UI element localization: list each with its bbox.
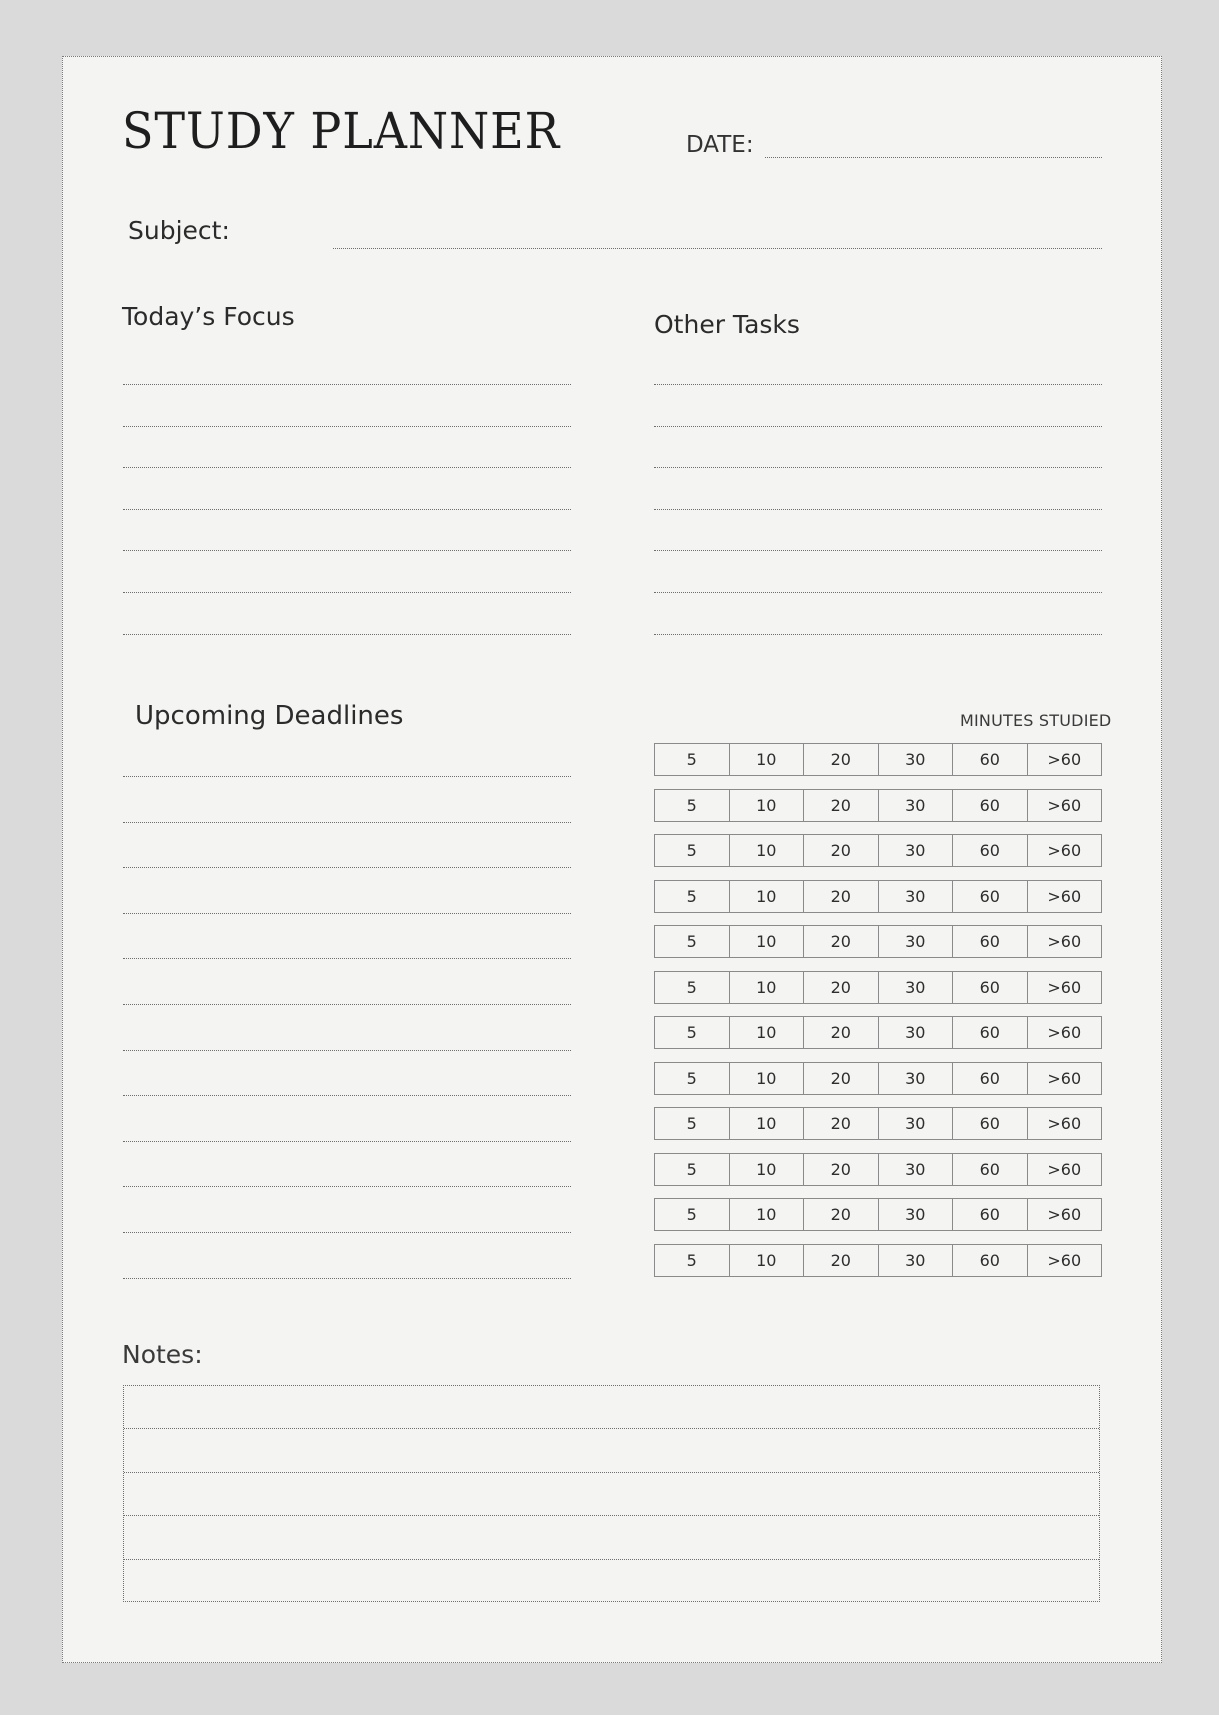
minutes-row <box>654 1244 1102 1277</box>
minutes-option-cell[interactable]: 5 <box>655 1199 730 1230</box>
minutes-row <box>654 880 1102 913</box>
minutes-row <box>654 789 1102 822</box>
deadline-line[interactable] <box>123 1232 571 1233</box>
notes-row[interactable] <box>124 1560 1099 1603</box>
subject-label: Subject: <box>128 216 230 245</box>
minutes-option-cell[interactable]: 20 <box>804 1199 879 1230</box>
deadline-line[interactable] <box>123 958 571 959</box>
todays-focus-line[interactable] <box>123 426 571 427</box>
minutes-option-cell[interactable]: >60 <box>1047 1159 1082 1179</box>
minutes-row <box>654 1107 1102 1140</box>
minutes-option-cell[interactable]: 10 <box>730 1017 805 1048</box>
minutes-option-cell[interactable]: 20 <box>804 1017 879 1048</box>
minutes-option-cell[interactable]: 10 <box>730 1108 805 1139</box>
minutes-option-cell[interactable]: 20 <box>804 1063 879 1094</box>
minutes-option-cell[interactable]: >60 <box>1047 1205 1082 1224</box>
todays-focus-line[interactable] <box>123 634 571 635</box>
minutes-row <box>654 971 1102 1004</box>
minutes-option-cell[interactable]: 30 <box>879 1199 954 1230</box>
date-label: DATE: <box>686 132 754 158</box>
minutes-option-cell[interactable]: 5 <box>655 835 730 866</box>
minutes-row <box>654 1198 1102 1231</box>
minutes-option-cell[interactable]: 5 <box>655 1154 730 1185</box>
minutes-option-cell[interactable]: >60 <box>1047 932 1082 951</box>
page-title: STUDY PLANNER <box>122 102 561 160</box>
minutes-option-cell[interactable]: 60 <box>953 972 1028 1003</box>
minutes-option-cell[interactable]: >60 <box>1047 1068 1082 1088</box>
todays-focus-line[interactable] <box>123 550 571 551</box>
deadline-line[interactable] <box>123 913 571 914</box>
minutes-option-cell[interactable]: 5 <box>655 926 730 957</box>
minutes-option-cell[interactable]: 30 <box>879 926 954 957</box>
deadline-line[interactable] <box>123 1050 571 1051</box>
minutes-option-cell[interactable]: 60 <box>953 1199 1028 1230</box>
minutes-option-cell[interactable]: 60 <box>953 881 1028 912</box>
other-tasks-line[interactable] <box>654 467 1102 468</box>
minutes-row <box>654 1016 1102 1049</box>
minutes-option-cell[interactable]: 30 <box>879 744 954 775</box>
deadline-line[interactable] <box>123 776 571 777</box>
minutes-option-cell[interactable]: >60 <box>1047 1250 1082 1270</box>
minutes-option-cell[interactable]: 5 <box>655 1063 730 1094</box>
minutes-option-cell[interactable]: 10 <box>730 1245 805 1276</box>
upcoming-deadlines-heading: Upcoming Deadlines <box>135 701 404 731</box>
minutes-option-cell[interactable]: 5 <box>655 1108 730 1139</box>
minutes-option-cell[interactable]: >60 <box>1047 750 1082 769</box>
minutes-option-cell[interactable]: 20 <box>804 744 879 775</box>
minutes-option-cell[interactable]: 10 <box>730 744 805 775</box>
minutes-option-cell[interactable]: 30 <box>879 1154 954 1185</box>
other-tasks-heading: Other Tasks <box>654 310 800 339</box>
minutes-option-cell[interactable]: 30 <box>879 881 954 912</box>
minutes-option-cell[interactable]: 10 <box>730 1199 805 1230</box>
notes-box[interactable] <box>123 1385 1100 1602</box>
minutes-option-cell[interactable]: 60 <box>953 1245 1028 1276</box>
minutes-option-cell[interactable]: 20 <box>804 972 879 1003</box>
minutes-option-cell[interactable]: >60 <box>1047 886 1082 906</box>
minutes-option-cell[interactable]: 10 <box>730 1154 805 1185</box>
todays-focus-line[interactable] <box>123 384 571 385</box>
minutes-option-cell[interactable]: 5 <box>655 972 730 1003</box>
other-tasks-line[interactable] <box>654 592 1102 593</box>
minutes-option-cell[interactable]: 30 <box>879 1245 954 1276</box>
minutes-studied-table <box>654 743 1102 1289</box>
minutes-option-cell[interactable]: 10 <box>730 926 805 957</box>
minutes-option-cell[interactable]: 20 <box>804 1154 879 1185</box>
minutes-option-cell[interactable]: 5 <box>655 1017 730 1048</box>
deadline-line[interactable] <box>123 1141 571 1142</box>
minutes-option-cell[interactable]: >60 <box>1047 795 1082 815</box>
minutes-option-cell[interactable]: 5 <box>655 790 730 821</box>
minutes-option-cell[interactable]: 10 <box>730 790 805 821</box>
deadline-line[interactable] <box>123 1004 571 1005</box>
minutes-option-cell[interactable]: 60 <box>953 790 1028 821</box>
minutes-option-cell[interactable]: 60 <box>953 744 1028 775</box>
todays-focus-line[interactable] <box>123 509 571 510</box>
minutes-option-cell[interactable]: 60 <box>953 1108 1028 1139</box>
minutes-row <box>654 743 1102 776</box>
minutes-option-cell[interactable]: 60 <box>953 835 1028 866</box>
notes-row[interactable] <box>124 1473 1099 1516</box>
minutes-option-cell[interactable]: 10 <box>730 835 805 866</box>
minutes-option-cell[interactable]: 30 <box>879 835 954 866</box>
minutes-option-cell[interactable]: 30 <box>879 1063 954 1094</box>
deadline-line[interactable] <box>123 822 571 823</box>
minutes-option-cell[interactable]: 20 <box>804 835 879 866</box>
minutes-option-cell[interactable]: 30 <box>879 790 954 821</box>
minutes-option-cell[interactable]: >60 <box>1047 1023 1082 1042</box>
other-tasks-line[interactable] <box>654 550 1102 551</box>
other-tasks-line[interactable] <box>654 509 1102 510</box>
deadline-line[interactable] <box>123 867 571 868</box>
minutes-option-cell[interactable]: 5 <box>655 881 730 912</box>
subject-field[interactable] <box>333 248 1102 249</box>
minutes-option-cell[interactable]: >60 <box>1047 1114 1082 1133</box>
minutes-row <box>654 925 1102 958</box>
minutes-option-cell[interactable]: 20 <box>804 1108 879 1139</box>
minutes-studied-title: MINUTES STUDIED <box>960 711 1112 730</box>
minutes-option-cell[interactable]: 60 <box>953 926 1028 957</box>
minutes-option-cell[interactable]: 10 <box>730 1063 805 1094</box>
other-tasks-line[interactable] <box>654 634 1102 635</box>
date-field[interactable] <box>765 157 1102 158</box>
minutes-row <box>654 834 1102 867</box>
minutes-row <box>654 1062 1102 1095</box>
notes-row[interactable] <box>124 1429 1099 1472</box>
minutes-option-cell[interactable]: 60 <box>953 1017 1028 1048</box>
notes-label: Notes: <box>122 1340 203 1369</box>
minutes-option-cell[interactable]: >60 <box>1047 977 1082 997</box>
minutes-option-cell[interactable]: 30 <box>879 972 954 1003</box>
minutes-option-cell[interactable]: 5 <box>655 1245 730 1276</box>
minutes-option-cell[interactable]: 5 <box>655 744 730 775</box>
deadline-line[interactable] <box>123 1186 571 1187</box>
minutes-option-cell[interactable]: 20 <box>804 790 879 821</box>
todays-focus-line[interactable] <box>123 592 571 593</box>
minutes-option-cell[interactable]: 10 <box>730 881 805 912</box>
minutes-option-cell[interactable]: >60 <box>1047 841 1082 860</box>
minutes-option-cell[interactable]: 30 <box>879 1017 954 1048</box>
minutes-option-cell[interactable]: 20 <box>804 1245 879 1276</box>
other-tasks-line[interactable] <box>654 384 1102 385</box>
deadline-line[interactable] <box>123 1278 571 1279</box>
notes-row[interactable] <box>124 1386 1099 1429</box>
deadline-line[interactable] <box>123 1095 571 1096</box>
todays-focus-line[interactable] <box>123 467 571 468</box>
minutes-option-cell[interactable]: 20 <box>804 926 879 957</box>
minutes-row <box>654 1153 1102 1186</box>
minutes-option-cell[interactable]: 60 <box>953 1063 1028 1094</box>
minutes-option-cell[interactable]: 30 <box>879 1108 954 1139</box>
todays-focus-heading: Today’s Focus <box>122 302 295 331</box>
other-tasks-line[interactable] <box>654 426 1102 427</box>
minutes-option-cell[interactable]: 60 <box>953 1154 1028 1185</box>
notes-row[interactable] <box>124 1516 1099 1559</box>
minutes-option-cell[interactable]: 10 <box>730 972 805 1003</box>
minutes-option-cell[interactable]: 20 <box>804 881 879 912</box>
